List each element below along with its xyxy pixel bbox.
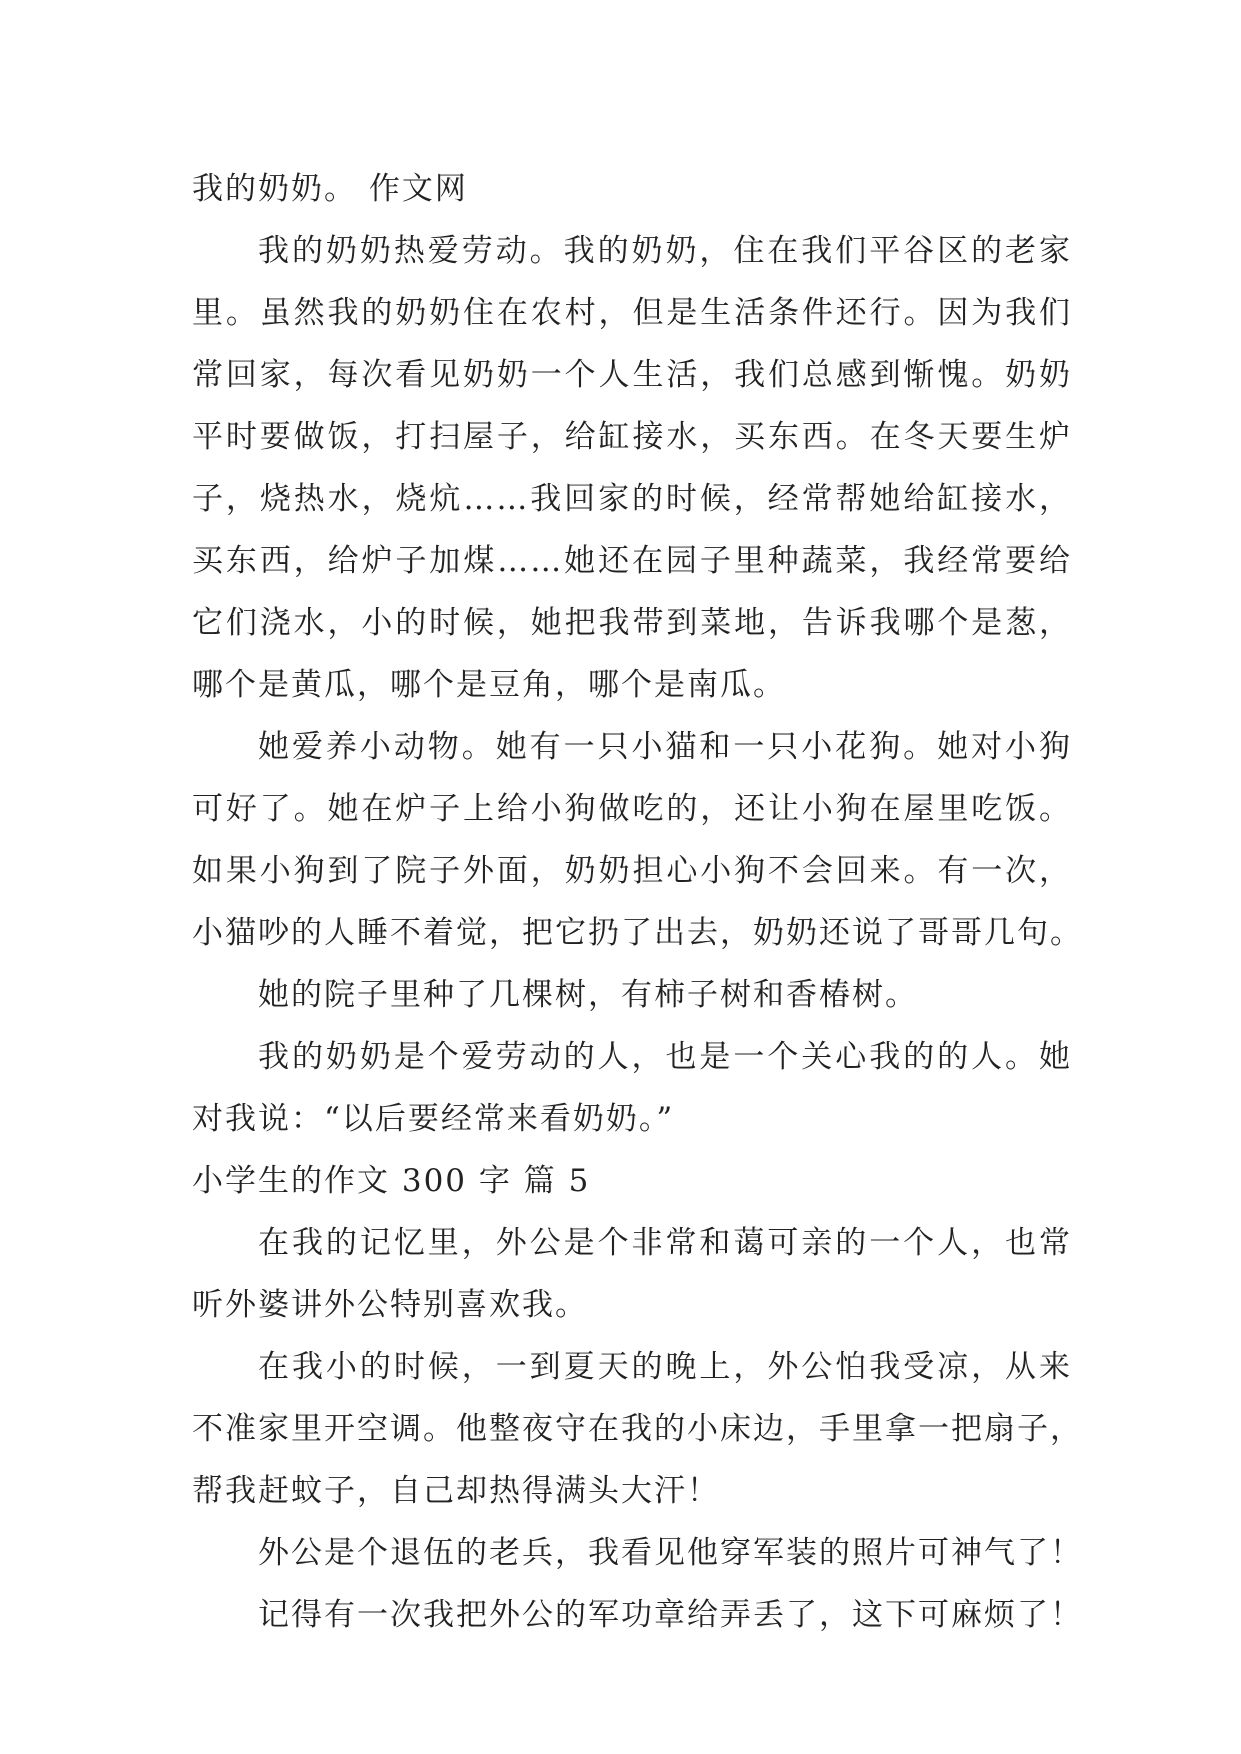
article-heading: 我的奶奶。 作文网 xyxy=(192,171,468,207)
paragraph-line: 不准家里开空调。他整夜守在我的小床边，手里拿一把扇子， xyxy=(192,1411,1083,1447)
paragraph-line: 如果小狗到了院子外面，奶奶担心小狗不会回来。有一次， xyxy=(192,853,1072,889)
paragraph-line: 买东西，给炉子加煤……她还在园子里种蔬菜，我经常要给 xyxy=(192,543,1072,579)
paragraph-line: 在我的记忆里，外公是个非常和蔼可亲的一个人，也常 xyxy=(258,1225,1072,1261)
paragraph-line: 对我说：“以后要经常来看奶奶。” xyxy=(192,1101,675,1137)
paragraph-line: 它们浇水，小的时候，她把我带到菜地，告诉我哪个是葱， xyxy=(192,605,1072,641)
paragraph-line: 外公是个退伍的老兵，我看见他穿军装的照片可神气了！ xyxy=(258,1535,1083,1571)
paragraph-line: 我的奶奶热爱劳动。我的奶奶，住在我们平谷区的老家 xyxy=(258,233,1072,269)
paragraph-line: 可好了。她在炉子上给小狗做吃的，还让小狗在屋里吃饭。 xyxy=(192,791,1072,827)
paragraph-line: 里。虽然我的奶奶住在农村，但是生活条件还行。因为我们 xyxy=(192,295,1072,331)
paragraph-line: 常回家，每次看见奶奶一个人生活，我们总感到惭愧。奶奶 xyxy=(192,357,1072,393)
paragraph-line: 听外婆讲外公特别喜欢我。 xyxy=(192,1287,588,1323)
article-body xyxy=(192,158,1083,1646)
section-heading: 小学生的作文 300 字 篇 5 xyxy=(192,1163,591,1199)
paragraph-line: 哪个是黄瓜，哪个是豆角，哪个是南瓜。 xyxy=(192,667,786,703)
paragraph-line: 子，烧热水，烧炕……我回家的时候，经常帮她给缸接水， xyxy=(192,481,1072,517)
paragraph-line: 她的院子里种了几棵树，有柿子树和香椿树。 xyxy=(258,977,918,1013)
paragraph-line: 记得有一次我把外公的军功章给弄丢了，这下可麻烦了！ xyxy=(258,1597,1083,1633)
paragraph-line: 小猫吵的人睡不着觉，把它扔了出去，奶奶还说了哥哥几句。 xyxy=(192,915,1083,951)
paragraph-line: 我的奶奶是个爱劳动的人，也是一个关心我的的人。她 xyxy=(258,1039,1072,1075)
paragraph-line: 在我小的时候，一到夏天的晚上，外公怕我受凉，从来 xyxy=(258,1349,1072,1385)
paragraph-line: 平时要做饭，打扫屋子，给缸接水，买东西。在冬天要生炉 xyxy=(192,419,1072,455)
paragraph-line: 帮我赶蚊子，自己却热得满头大汗！ xyxy=(192,1473,720,1509)
paragraph-line: 她爱养小动物。她有一只小猫和一只小花狗。她对小狗 xyxy=(258,729,1072,765)
